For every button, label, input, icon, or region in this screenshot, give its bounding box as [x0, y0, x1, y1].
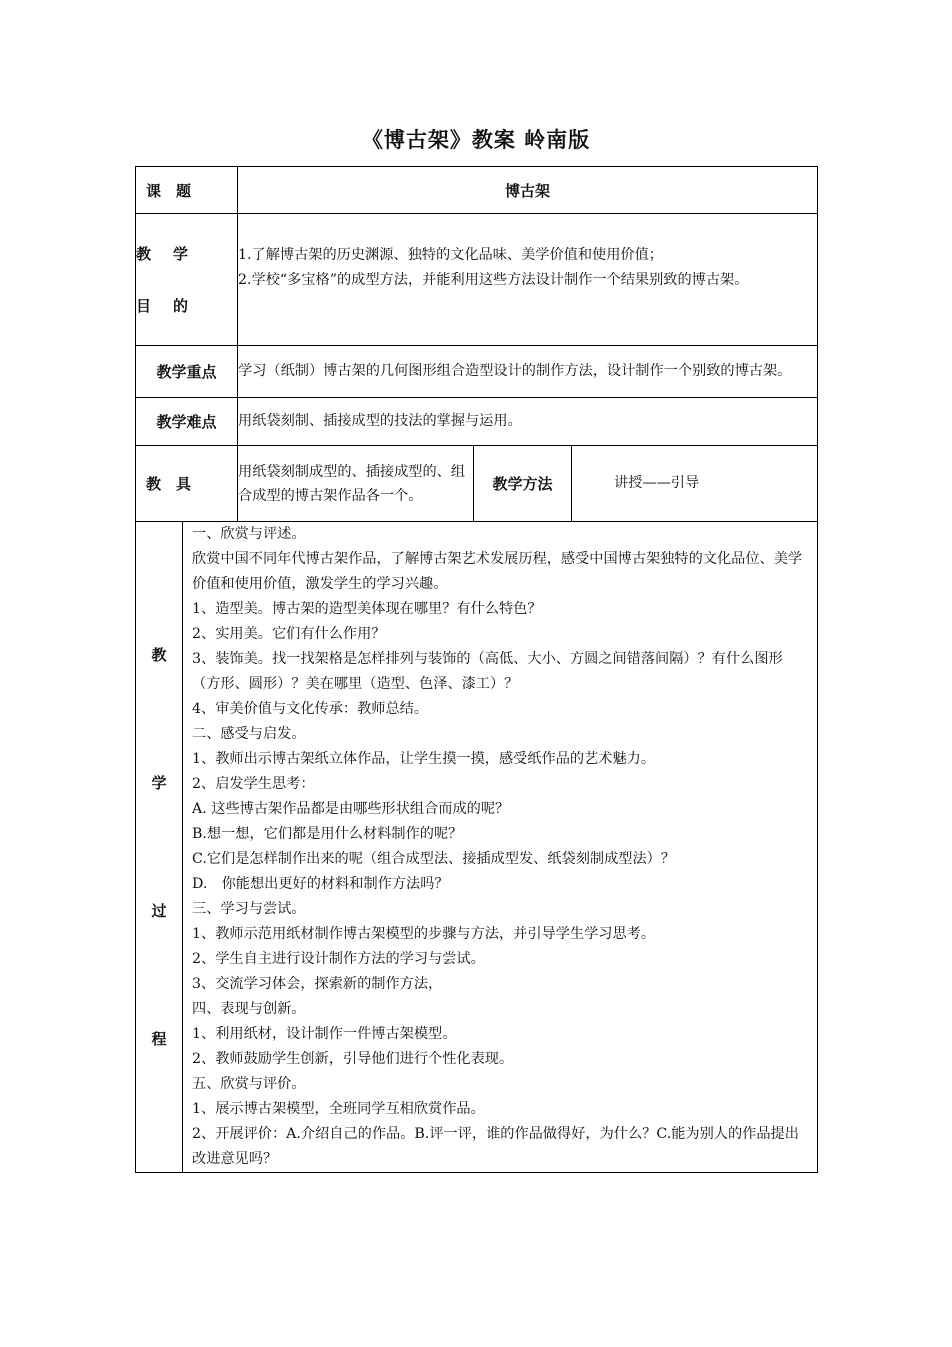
- tools-value: 用纸袋刻制成型的、插接成型的、组合成型的博古架作品各一个。: [238, 446, 474, 522]
- process-line: A. 这些博古架作品都是由哪些形状组合而成的呢？: [192, 801, 510, 817]
- process-line: 欣赏中国不同年代博古架作品，了解博古架艺术发展历程，感受中国博古架独特的文化品位、美学价值和使用价值，激发学生的学习兴趣。: [192, 551, 803, 592]
- difficulty-row: [136, 398, 818, 446]
- process-line: 一、欣赏与评述。: [192, 526, 306, 542]
- method-label: 教学方法: [474, 446, 572, 522]
- goals-label-line2: 目的: [136, 296, 211, 315]
- tools-row: [136, 446, 818, 522]
- process-label-char-4: 程: [151, 1029, 167, 1048]
- process-label-char-3: 过: [151, 901, 167, 920]
- key-points-value: 学习（纸制）博古架的几何图形组合造型设计的制作方法，设计制作一个别致的博古架。: [238, 346, 818, 398]
- process-label-char-2: 学: [151, 773, 167, 792]
- process-line: 2、开展评价：A.介绍自己的作品。B.评一评，谁的作品做得好，为什么？C.能为别人的作品提出改进意见吗？: [192, 1126, 799, 1167]
- process-line: 2、实用美。它们有什么作用？: [192, 626, 386, 642]
- process-line: 2、学生自主进行设计制作方法的学习与尝试。: [192, 951, 485, 967]
- process-line: 2、启发学生思考：: [192, 776, 315, 792]
- process-row: [136, 522, 818, 1173]
- goals-line-2: 2.学校“多宝格”的成型方法，并能利用这些方法设计制作一个结果别致的博古架。: [238, 272, 749, 288]
- process-line: B.想一想，它们都是用什么材料制作的呢？: [192, 826, 463, 842]
- topic-label: 课 题: [136, 167, 238, 214]
- process-content: [183, 522, 818, 1173]
- key-points-label: 教学重点: [136, 346, 238, 398]
- process-label-char-1: 教: [151, 645, 167, 664]
- process-line: 3、装饰美。找一找架格是怎样排列与装饰的（高低、大小、方圆之间错落间隔）？有什么图形（方形、圆形）？美在哪里（造型、色泽、漆工）？: [192, 651, 783, 692]
- method-value: 讲授——引导: [572, 446, 818, 522]
- process-line: 1、利用纸材，设计制作一件博古架模型。: [192, 1026, 457, 1042]
- process-line: 1、教师出示博古架纸立体作品，让学生摸一摸，感受纸作品的艺术魅力。: [192, 751, 656, 767]
- difficulty-label: 教学难点: [136, 398, 238, 446]
- process-line: 2、教师鼓励学生创新，引导他们进行个性化表现。: [192, 1051, 514, 1067]
- topic-row: [136, 167, 818, 214]
- process-line: 五、欣赏与评价。: [192, 1076, 306, 1092]
- process-line: 3、交流学习体会，探索新的制作方法，: [192, 976, 443, 992]
- topic-value: 博古架: [238, 167, 818, 214]
- key-points-row: [136, 346, 818, 398]
- tools-label: 教 具: [136, 446, 238, 522]
- goals-label: [136, 214, 238, 346]
- process-line: 1、造型美。博古架的造型美体现在哪里？有什么特色？: [192, 601, 542, 617]
- goals-content: [238, 214, 818, 346]
- process-line: 三、学习与尝试。: [192, 901, 306, 917]
- process-line: 1、教师示范用纸材制作博古架模型的步骤与方法，并引导学生学习思考。: [192, 926, 656, 942]
- process-line: 1、展示博古架模型，全班同学互相欣赏作品。: [192, 1101, 485, 1117]
- process-line: 二、感受与启发。: [192, 726, 306, 742]
- process-line: 四、表现与创新。: [192, 1001, 306, 1017]
- process-label: [136, 522, 183, 1173]
- goals-line-1: 1.了解博古架的历史渊源、独特的文化品味、美学价值和使用价值；: [238, 247, 663, 263]
- goals-label-line1: 教学: [136, 244, 211, 263]
- document-title: 《博古架》教案 岭南版: [361, 128, 591, 152]
- goals-row: [136, 214, 818, 346]
- process-line: C.它们是怎样制作出来的呢（组合成型法、接插成型发、纸袋刻制成型法）？: [192, 851, 676, 867]
- difficulty-value: 用纸袋刻制、插接成型的技法的掌握与运用。: [238, 398, 818, 446]
- lesson-plan-table: [135, 166, 818, 1173]
- process-line: 4、审美价值与文化传承：教师总结。: [192, 701, 429, 717]
- process-line: D. 你能想出更好的材料和制作方法吗？: [192, 876, 449, 892]
